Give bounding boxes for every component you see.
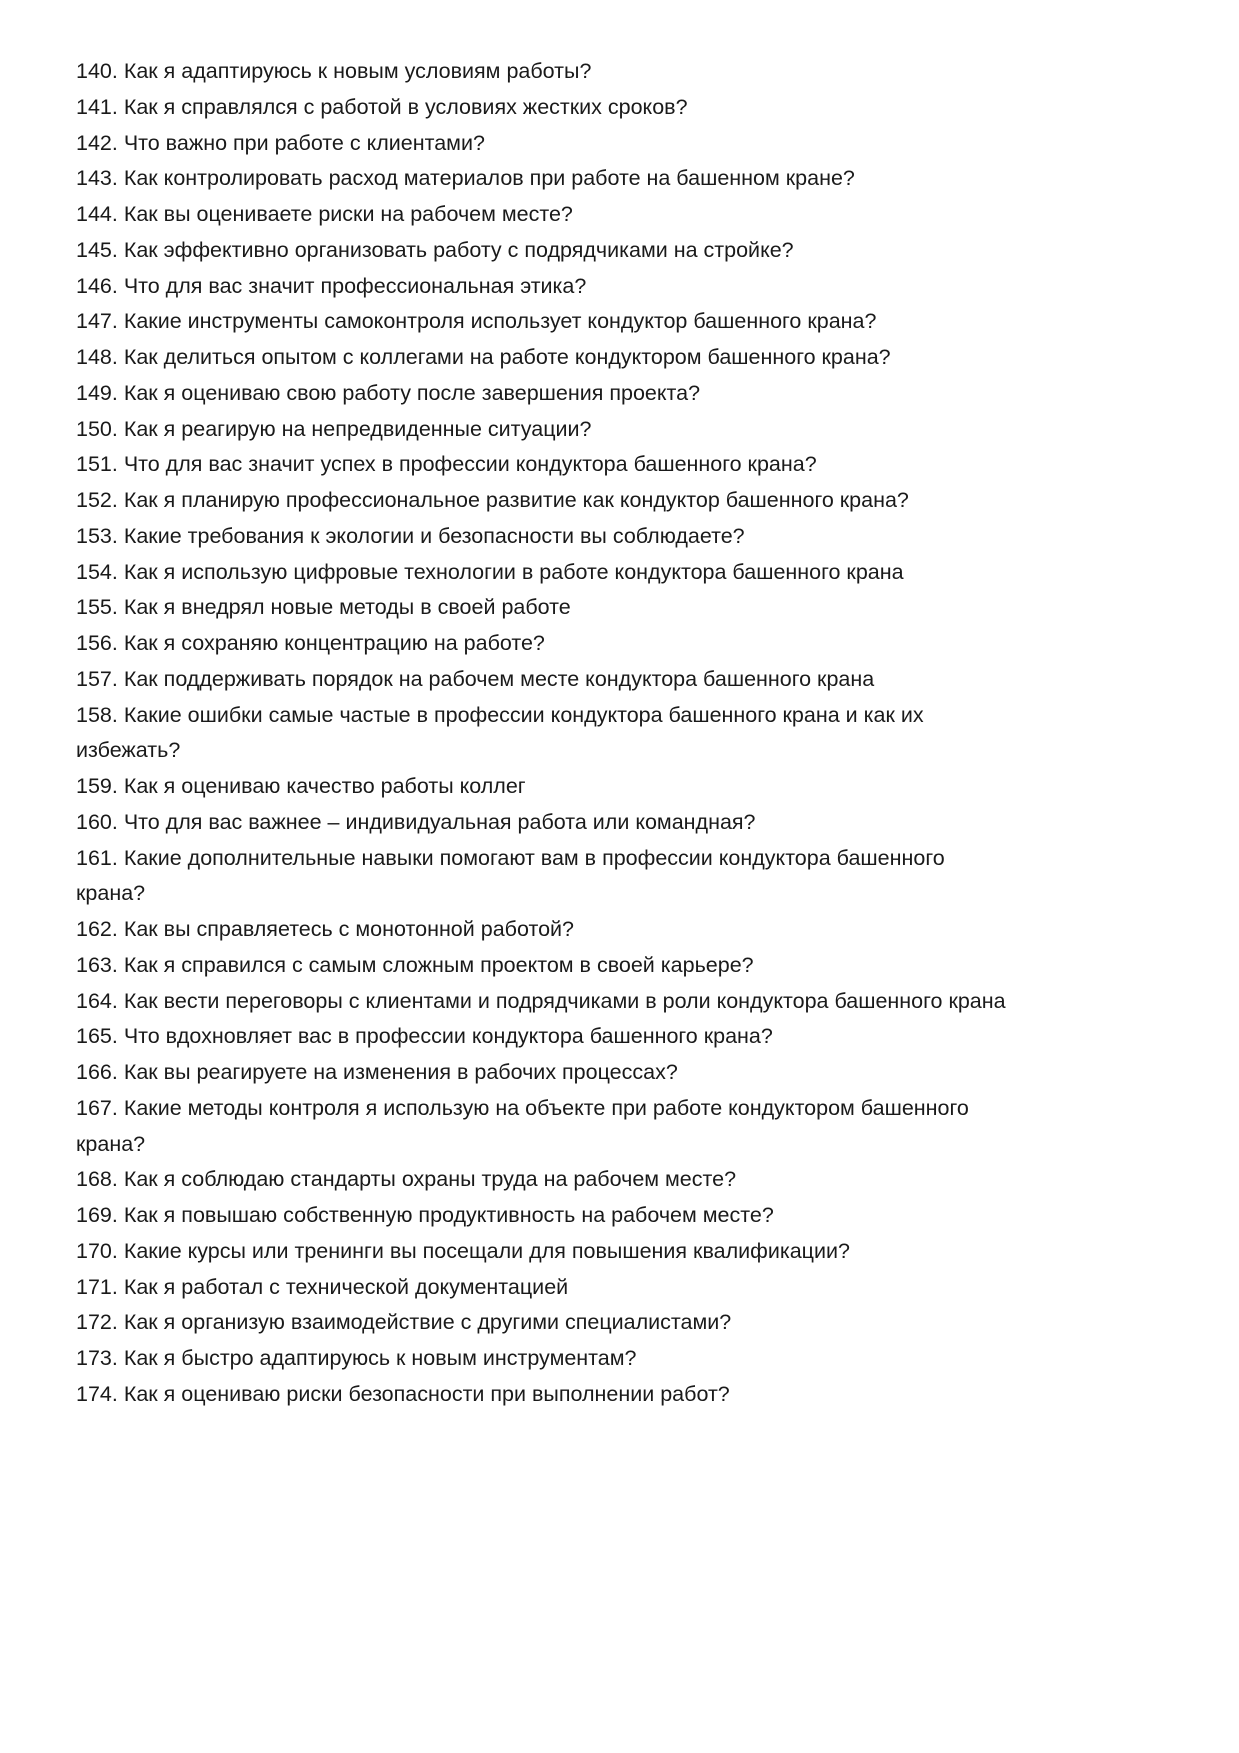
list-item: 144. Как вы оцениваете риски на рабочем месте?	[76, 202, 573, 226]
list-item: 165. Что вдохновляет вас в профессии кондуктора башенного крана?	[76, 1024, 773, 1049]
list-item: 171. Как я работал с технической документацией	[76, 1274, 569, 1299]
list-item: 159. Как я оцениваю качество работы коллег	[76, 774, 526, 798]
list-item: 150. Как я реагирую на непредвиденные ситуации?	[76, 416, 592, 441]
list-item: 151. Что для вас значит успех в профессии кондуктора башенного крана?	[76, 452, 817, 477]
list-item: 161. Какие дополнительные навыки помогают вам в профессии кондуктора башенного крана?	[76, 845, 945, 906]
list-item: 140. Как я адаптируюсь к новым условиям работы?	[76, 59, 592, 83]
list-item: 169. Как я повышаю собственную продуктивность на рабочем месте?	[76, 1203, 774, 1227]
list-item: 152. Как я планирую профессиональное развитие как кондуктор башенного крана?	[76, 488, 909, 512]
list-item: 153. Какие требования к экологии и безопасности вы соблюдаете?	[76, 523, 745, 548]
list-item: 143. Как контролировать расход материалов при работе на башенном кране?	[76, 166, 855, 191]
list-item: 155. Как я внедрял новые методы в своей работе	[76, 595, 571, 620]
list-item: 166. Как вы реагируете на изменения в рабочих процессах?	[76, 1060, 678, 1084]
list-item: 158. Какие ошибки самые частые в профессии кондуктора башенного крана и как их избежать?	[76, 702, 924, 763]
question-list	[76, 54, 1016, 1413]
list-item: 145. Как эффективно организовать работу с подрядчиками на стройке?	[76, 237, 794, 262]
list-item: 164. Как вести переговоры с клиентами и подрядчиками в роли кондуктора башенного крана	[76, 988, 1006, 1013]
list-item: 142. Что важно при работе с клиентами?	[76, 130, 485, 155]
list-item: 172. Как я организую взаимодействие с другими специалистами?	[76, 1310, 732, 1335]
list-item: 174. Как я оцениваю риски безопасности при выполнении работ?	[76, 1381, 730, 1406]
list-item: 168. Как я соблюдаю стандарты охраны труда на рабочем месте?	[76, 1167, 737, 1192]
list-item: 149. Как я оцениваю свою работу после завершения проекта?	[76, 380, 701, 405]
list-item: 148. Как делиться опытом с коллегами на работе кондуктором башенного крана?	[76, 345, 891, 369]
list-item: 156. Как я сохраняю концентрацию на работе?	[76, 631, 545, 655]
list-item: 157. Как поддерживать порядок на рабочем месте кондуктора башенного крана	[76, 666, 875, 691]
list-item: 167. Какие методы контроля я использую на объекте при работе кондуктором башенного крана?	[76, 1095, 969, 1156]
list-item: 170. Какие курсы или тренинги вы посещали для повышения квалификации?	[76, 1238, 850, 1263]
list-item: 173. Как я быстро адаптируюсь к новым инструментам?	[76, 1346, 637, 1370]
list-item: 160. Что для вас важнее – индивидуальная работа или командная?	[76, 809, 756, 834]
list-item: 147. Какие инструменты самоконтроля использует кондуктор башенного крана?	[76, 309, 877, 334]
list-item: 146. Что для вас значит профессиональная этика?	[76, 273, 587, 298]
list-item: 141. Как я справлялся с работой в условиях жестких сроков?	[76, 94, 688, 119]
list-item: 162. Как вы справляетесь с монотонной работой?	[76, 917, 574, 941]
list-item: 154. Как я использую цифровые технологии в работе кондуктора башенного крана	[76, 559, 904, 584]
list-item: 163. Как я справился с самым сложным проектом в своей карьере?	[76, 952, 754, 977]
